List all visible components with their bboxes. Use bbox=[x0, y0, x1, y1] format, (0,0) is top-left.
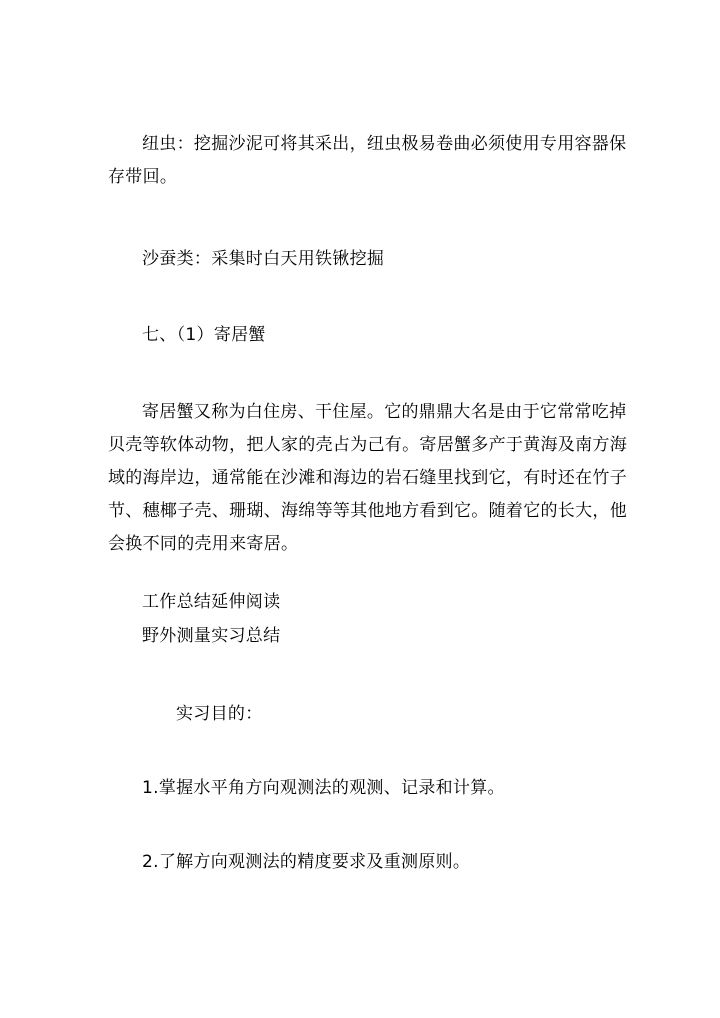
section-title-objectives: 实习目的： bbox=[176, 704, 263, 724]
text-line: 域的海岸边，通常能在沙滩和海边的岩石缝里找到它，有时还在竹子 bbox=[108, 468, 627, 488]
text-line: 寄居蟹又称为白住房、干住屋。它的鼎鼎大名是由于它常常吃掉 bbox=[142, 402, 627, 422]
text-line: 存带回。 bbox=[108, 167, 178, 187]
text-line: 节、穗椰子壳、珊瑚、海绵等等其他地方看到它。随着它的长大，他 bbox=[108, 501, 627, 521]
section-heading-hermit-crab: 七、（1）寄居蟹 bbox=[142, 325, 266, 345]
article-title: 野外测量实习总结 bbox=[142, 626, 281, 646]
related-reading-title: 工作总结延伸阅读 bbox=[142, 592, 281, 612]
paragraph-polychaete: 沙蚕类：采集时白天用铁锹挖掘 bbox=[142, 249, 385, 269]
text-line: 贝壳等软体动物，把人家的壳占为己有。寄居蟹多产于黄海及南方海 bbox=[108, 435, 627, 455]
text-line: 会换不同的壳用来寄居。 bbox=[108, 534, 299, 554]
list-item-objective-1: 1.掌握水平角方向观测法的观测、记录和计算。 bbox=[142, 778, 505, 798]
paragraph-nemertean bbox=[108, 128, 627, 194]
list-item-objective-2: 2.了解方向观测法的精度要求及重测原则。 bbox=[142, 852, 471, 872]
text-line: 纽虫：挖掘沙泥可将其采出，纽虫极易卷曲必须使用专用容器保 bbox=[142, 134, 627, 154]
paragraph-hermit-crab bbox=[108, 396, 627, 561]
